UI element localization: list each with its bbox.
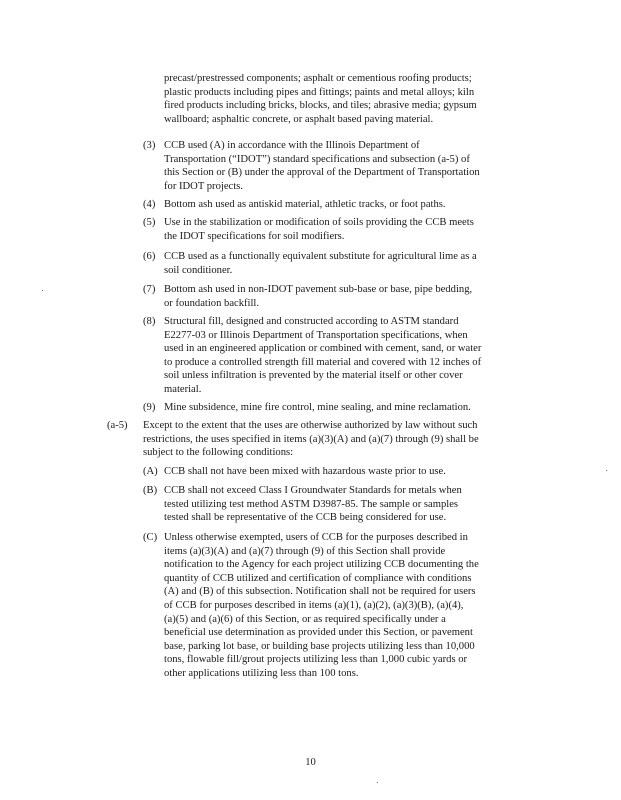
- item-5-text: [164, 216, 542, 243]
- text-line: Structural fill, designed and constructed according to ASTM standard: [164, 316, 459, 327]
- text-line: soil unless infiltration is prevented by the material itself or other cover: [164, 370, 463, 382]
- text-line: Mine subsidence, mine fire control, mine sealing, and mine reclamation.: [164, 402, 471, 413]
- condition-a-text: [164, 465, 542, 479]
- section-a5-text: [143, 419, 541, 460]
- item-6-text: [164, 250, 542, 277]
- section-marker: (a-5): [107, 420, 128, 431]
- condition-c-text: [164, 531, 542, 681]
- text-line: tested shall be representative of the CCB being considered for use.: [164, 512, 447, 524]
- item-marker: (9): [143, 402, 156, 413]
- text-line: precast/prestressed components; asphalt or cementious roofing products;: [164, 73, 472, 84]
- text-line: fired products including bricks, blocks, and tiles; abrasive media; gypsum: [164, 100, 477, 112]
- text-line: to produce a controlled strength fill material and covered with 12 inches of: [164, 356, 482, 368]
- text-line: or foundation backfill.: [164, 297, 260, 309]
- text-line: Bottom ash used in non-IDOT pavement sub-base or base, pipe bedding,: [164, 284, 473, 295]
- text-line: CCB shall not have been mixed with hazardous waste prior to use.: [164, 466, 446, 477]
- text-line: Except to the extent that the uses are otherwise authorized by law without such: [143, 420, 478, 431]
- text-line: tested utilizing test method ASTM D3987-85. The sample or samples: [164, 498, 459, 510]
- text-line: Bottom ash used as antiskid material, athletic tracks, or foot paths.: [164, 199, 446, 210]
- text-line: E2277-03 or Illinois Department of Transportation specifications, when: [164, 329, 468, 341]
- text-line: notification to the Agency for each project utilizing CCB documenting the: [164, 559, 479, 571]
- text-line: for IDOT projects.: [164, 180, 243, 192]
- text-line: base, parking lot base, or building base projects utilizing less than 10,000: [164, 640, 475, 652]
- text-line: tons, flowable fill/grout projects utilizing less than 1,000 cubic yards or: [164, 654, 468, 666]
- text-line: used in an engineered application or combined with cement, sand, or water: [164, 343, 482, 355]
- item-4-text: [164, 198, 542, 212]
- text-line: other applications utilizing less than 100 tons.: [164, 667, 359, 679]
- text-line: subject to the following conditions:: [143, 447, 294, 459]
- item-marker: (8): [143, 316, 156, 327]
- text-line: restrictions, the uses specified in items (a)(3)(A) and (a)(7) through (9) shall be: [143, 433, 479, 445]
- text-line: (A) and (B) of this subsection. Notification shall not be required for users: [164, 586, 476, 598]
- page-number: 10: [305, 757, 316, 768]
- item-7-text: [164, 283, 542, 310]
- condition-b-text: [164, 484, 542, 525]
- text-line: this Section or (B) under the approval of the Department of Transportation: [164, 167, 480, 179]
- text-line: CCB used as a functionally equivalent substitute for agricultural lime as a: [164, 251, 477, 262]
- condition-marker: (B): [143, 485, 158, 496]
- item-marker: (6): [143, 251, 156, 262]
- item-marker: (3): [143, 140, 156, 151]
- item-3-text: [164, 139, 542, 193]
- text-line: CCB used (A) in accordance with the Illinois Department of: [164, 140, 420, 151]
- text-line: Unless otherwise exempted, users of CCB for the purposes described in: [164, 532, 468, 543]
- item-marker: (7): [143, 284, 156, 295]
- item-8-text: [164, 315, 542, 397]
- condition-marker: (C): [143, 532, 158, 543]
- text-line: CCB shall not exceed Class I Groundwater Standards for metals when: [164, 485, 462, 496]
- text-line: items (a)(3)(A) and (a)(7) through (9) of this Section shall provide: [164, 545, 446, 557]
- text-line: plastic products including pipes and fittings; paints and metal alloys; kiln: [164, 86, 475, 98]
- text-line: beneficial use determination as provided under this Section, or pavement: [164, 627, 473, 639]
- text-line: of CCB for purposes described in items (a)(1), (a)(2), (a)(3)(B), (a)(4),: [164, 599, 464, 611]
- text-line: Transportation (“IDOT”) standard specifications and subsection (a-5) of: [164, 153, 470, 165]
- continuation-paragraph: [164, 72, 542, 126]
- scan-speck: [377, 782, 378, 783]
- text-line: Use in the stabilization or modification of soils providing the CCB meets: [164, 217, 474, 228]
- condition-marker: (A): [143, 466, 158, 477]
- text-line: the IDOT specifications for soil modifiers.: [164, 230, 345, 242]
- item-marker: (5): [143, 217, 156, 228]
- text-line: wallboard; asphaltic concrete, or asphalt based paving material.: [164, 113, 434, 125]
- text-line: quantity of CCB utilized and certification of compliance with conditions: [164, 572, 472, 584]
- text-line: material.: [164, 383, 202, 395]
- item-9-text: [164, 401, 542, 415]
- text-line: soil conditioner.: [164, 264, 233, 276]
- item-marker: (4): [143, 199, 156, 210]
- scan-speck: [42, 290, 43, 291]
- scan-speck: [606, 470, 607, 471]
- text-line: (a)(5) and (a)(6) of this Section, or as required specifically under a: [164, 613, 446, 625]
